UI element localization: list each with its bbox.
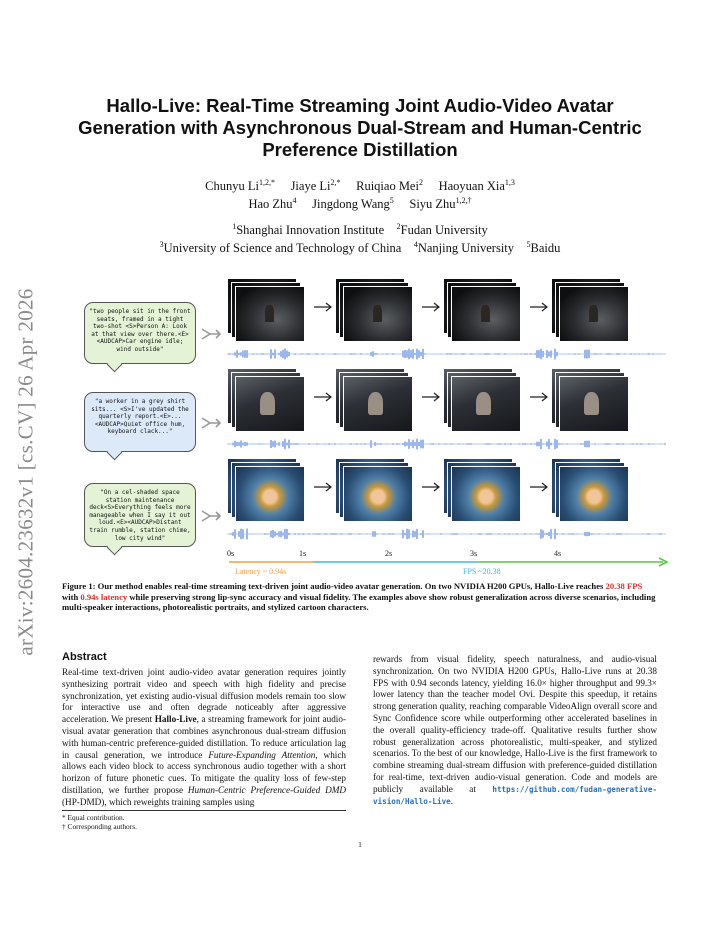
author-name: Siyu Zhu bbox=[409, 197, 456, 212]
page-number: 1 bbox=[358, 840, 362, 849]
input-arrow-icon bbox=[200, 508, 222, 524]
next-arrow-icon bbox=[421, 482, 441, 492]
authors-line-1 bbox=[55, 178, 665, 194]
affil-name: Nanjing University bbox=[417, 241, 515, 256]
next-arrow-icon bbox=[313, 482, 333, 492]
video-frame-stack bbox=[335, 458, 411, 520]
figure-caption bbox=[62, 581, 660, 613]
paper-title bbox=[55, 95, 665, 161]
arxiv-watermark: arXiv:2604.23632v1 [cs.CV] 26 Apr 2026 bbox=[13, 288, 38, 656]
prompt-bubble-2: "a worker in a grey shirt sits... <S>I've updated the quarterly report.<E>...<AUDCAP>Quiet office hum, keyboard clack..." bbox=[84, 392, 196, 452]
abstract-left-column bbox=[62, 667, 346, 809]
author-name: Chunyu Li bbox=[205, 179, 259, 194]
method-term: Human-Centric Preference-Guided DMD bbox=[187, 784, 346, 795]
method-term: Future-Expanding Attention bbox=[208, 749, 316, 760]
waveform-path bbox=[227, 439, 665, 450]
affiliations-line-1 bbox=[55, 222, 665, 238]
caption-latency: 0.94s latency bbox=[80, 591, 128, 602]
tick-label: 1s bbox=[299, 549, 307, 558]
abstract-text: , which allows each video block to access synchronous audio together with a short horizon of future phonetic cues. To mitigate the quality loss of few-step distillation, we further propose bbox=[62, 749, 347, 795]
abstract-right-column bbox=[373, 654, 657, 807]
affil-sup: 3 bbox=[159, 240, 164, 249]
code-link[interactable]: https://github.com/fudan-generative-vision/Hallo-Live bbox=[373, 784, 657, 806]
affil-sup: 5 bbox=[526, 240, 531, 249]
next-arrow-icon bbox=[529, 302, 549, 312]
affil-sup: 4 bbox=[413, 240, 418, 249]
affil-sup: 2 bbox=[396, 222, 401, 231]
next-arrow-icon bbox=[313, 302, 333, 312]
caption-fps: 20.38 FPS bbox=[605, 581, 643, 591]
video-frame-stack bbox=[551, 458, 627, 520]
fps-label: FPS ~20.38 bbox=[463, 567, 501, 576]
affil-name: Fudan University bbox=[400, 223, 488, 238]
abstract-text: Real-time text-driven joint audio-video avatar generation requires jointly synthesizing portrait video and speech with high fidelity and precise synchronization, yet existing audio-visual diffusion models remain too slow for interactive use and often degrade noticeably after aggressive acceleration. We present bbox=[62, 667, 346, 725]
next-arrow-icon bbox=[313, 392, 333, 402]
tick-label: 4s bbox=[554, 549, 562, 558]
affil-name: University of Science and Technology of China bbox=[163, 241, 402, 256]
abstract-text: , a streaming framework for joint audio-visual avatar generation that combines asynchronous dual-stream diffusion with human-centric preference-guided distillation. To reduce articulation lag in causal generation, we introduce bbox=[62, 714, 346, 760]
next-arrow-icon bbox=[421, 392, 441, 402]
affil-name: Baidu bbox=[530, 241, 561, 256]
latency-label: Latency ~ 0.94s bbox=[235, 567, 287, 576]
author-name: Jingdong Wang bbox=[312, 197, 390, 212]
author-sup: 4 bbox=[292, 196, 297, 205]
teaser-figure bbox=[72, 272, 672, 578]
authors-line-2 bbox=[55, 196, 665, 212]
caption-text: Figure 1: Our method enables real-time streaming text-driven joint audio-video avatar generation. On two NVIDIA H200 GPUs, Hallo-Live reaches bbox=[62, 581, 606, 591]
tick-label: 0s bbox=[227, 549, 235, 558]
video-frame-stack bbox=[335, 278, 411, 340]
affil-name: Shanghai Innovation Institute bbox=[236, 223, 385, 238]
author-sup: 2 bbox=[418, 178, 423, 187]
abstract-text: (HP-DMD), which reweights training samples using bbox=[62, 796, 255, 807]
author-sup: 1,2,† bbox=[455, 196, 472, 205]
footnote-rule bbox=[62, 810, 346, 811]
author-sup: 1,2,* bbox=[258, 178, 275, 187]
video-frame-stack bbox=[551, 278, 627, 340]
author-sup: 2,* bbox=[330, 178, 341, 187]
video-frame-stack bbox=[443, 458, 519, 520]
affiliations-line-2 bbox=[55, 240, 665, 256]
audio-waveform bbox=[227, 528, 667, 540]
prompt-bubble-3: "On a cel-shaded space station maintenance deck<S>Everything feels more manageable when I say it out loud.<E><AUDCAP>Distant train rumble, station chime, low city wind" bbox=[84, 483, 196, 547]
video-row-car bbox=[227, 278, 667, 340]
author-name: Ruiqiao Mei bbox=[356, 179, 419, 194]
footnote-equal: * Equal contribution. bbox=[62, 813, 125, 822]
abstract-heading: Abstract bbox=[62, 651, 107, 663]
video-frame-stack bbox=[227, 458, 303, 520]
title-line: Generation with Asynchronous Dual-Stream and Human-Centric bbox=[78, 117, 642, 138]
video-frame-stack bbox=[443, 368, 519, 430]
author-sup: 1,3 bbox=[504, 178, 515, 187]
prompt-bubble-1: "two people sit in the front seats, framed in a tight two-shot <S>Person A: Look at that view over there.<E><AUDCAP>Car engine idle; wind outside" bbox=[84, 302, 196, 364]
video-frame-stack bbox=[335, 368, 411, 430]
next-arrow-icon bbox=[421, 302, 441, 312]
caption-text: with bbox=[62, 591, 81, 602]
video-row-toon bbox=[227, 458, 667, 520]
affil-sup: 1 bbox=[232, 222, 237, 231]
author-name: Haoyuan Xia bbox=[438, 179, 505, 194]
tick-label: 2s bbox=[385, 549, 393, 558]
next-arrow-icon bbox=[529, 392, 549, 402]
audio-waveform bbox=[227, 438, 667, 450]
caption-text: while preserving strong lip-sync accuracy and visual fidelity. The examples above show robust generalization across diverse scenarios, including multi-speaker interactions, photorealistic portraits, and stylized cartoon characters. bbox=[62, 591, 656, 612]
video-row-office bbox=[227, 368, 667, 430]
abstract-text: rewards from visual fidelity, speech naturalness, and audio-visual synchronization. On two NVIDIA H200 GPUs, Hallo-Live runs at 20.38 FPS with 0.94 seconds latency, yielding 16.0× higher throughput and 99.3× lower latency than the teacher model Ovi. Despite this speedup, it retains strong generation quality, reaching comparable VideoAlign overall score and Sync Confidence score while outperforming other accelerated baselines in the overall quality-efficiency trade-off. Qualitative results further show robust generalization across photorealistic, multi-speaker, and stylized scenarios. To the best of our knowledge, Hallo-Live is the first framework to combine streaming dual-stream diffusion with preference-guided distillation for real-time, text-driven audio-visual generation. Code and models are publicly available at bbox=[373, 654, 657, 794]
abstract-text: . bbox=[450, 795, 454, 806]
author-name: Jiaye Li bbox=[290, 179, 331, 194]
video-frame-stack bbox=[227, 278, 303, 340]
input-arrow-icon bbox=[200, 415, 222, 431]
audio-waveform bbox=[227, 348, 667, 360]
latency-timeline bbox=[227, 548, 672, 580]
video-frame-stack bbox=[227, 368, 303, 430]
video-frame-stack bbox=[443, 278, 519, 340]
author-sup: 5 bbox=[389, 196, 394, 205]
next-arrow-icon bbox=[529, 482, 549, 492]
footnote-corresponding: † Corresponding authors. bbox=[62, 822, 137, 831]
tick-label: 3s bbox=[470, 549, 478, 558]
input-arrow-icon bbox=[200, 326, 222, 342]
method-name: Hallo-Live bbox=[154, 714, 197, 725]
author-name: Hao Zhu bbox=[248, 197, 293, 212]
title-line: Hallo-Live: Real-Time Streaming Joint Audio-Video Avatar bbox=[106, 95, 614, 116]
waveform-path bbox=[227, 529, 665, 540]
video-frame-stack bbox=[551, 368, 627, 430]
title-line: Preference Distillation bbox=[262, 139, 458, 160]
waveform-path bbox=[227, 349, 665, 360]
